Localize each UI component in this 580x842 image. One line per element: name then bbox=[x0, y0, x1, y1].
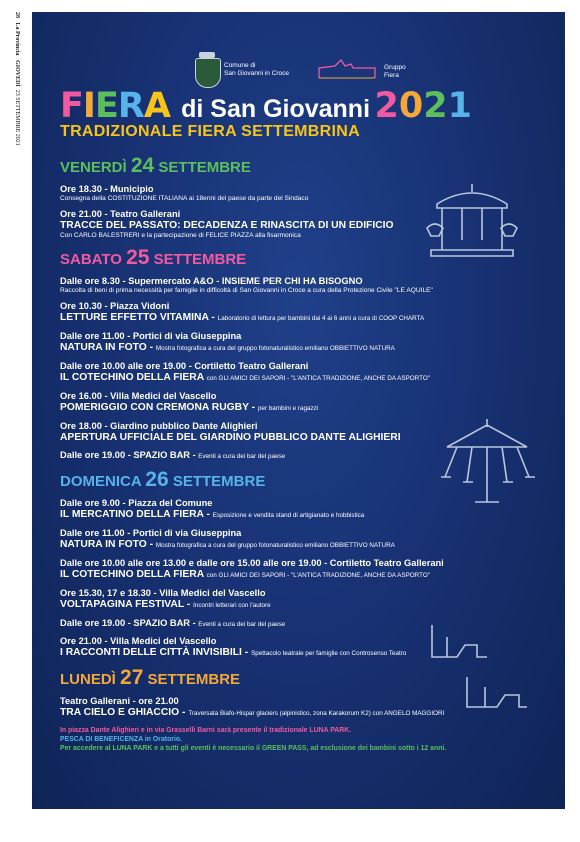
event-title-text: POMERIGGIO CON CREMONA RUGBY - bbox=[60, 402, 258, 413]
event-item bbox=[60, 696, 550, 720]
event-poster bbox=[32, 12, 565, 809]
event-description: Laboratorio di lettura per bambini dai 4 ai 6 anni a cura di COOP CHARTA bbox=[217, 315, 425, 322]
gruppo-line-1: Gruppo bbox=[384, 64, 406, 71]
event-title bbox=[60, 539, 550, 552]
event-time-place: Ore 21.00 - Villa Medici del Vascello bbox=[60, 636, 217, 646]
issue-date: 23 SETTEMBRE 2021 bbox=[14, 89, 20, 146]
event-description: Raccolta di beni di prima necessità per famiglie in difficoltà di San Giovanni in Croce a cura della Protezione Civile "LE AQUILE" bbox=[60, 287, 433, 294]
event-item bbox=[60, 558, 550, 582]
title-year bbox=[374, 86, 471, 126]
fiera-word bbox=[60, 86, 181, 126]
comune-line-2: San Giovanni in Croce bbox=[224, 70, 290, 77]
event-title bbox=[60, 509, 550, 522]
issue-day: GIOVEDÌ bbox=[14, 60, 20, 87]
note-luna-park: In piazza Dante Alighieri e in via Grasselli Barni sarà presente il tradizionale LUNA PARK. bbox=[60, 727, 352, 734]
event-time-place: Ore 15.30, 17 e 18.30 - Villa Medici del Vascello bbox=[60, 588, 266, 598]
newspaper-header bbox=[14, 12, 20, 146]
event-time-text: Dalle ore 19.00 - SPAZIO BAR - bbox=[60, 450, 199, 460]
event-tagline: "L'ANTICA TRADIZIONE, ANCHE DA ASPORTO" bbox=[290, 572, 430, 579]
event-title-text: LETTURE EFFETTO VITAMINA - bbox=[60, 312, 218, 323]
event-description: per bambini e ragazzi bbox=[257, 405, 319, 412]
title-letter: F bbox=[60, 86, 83, 126]
event-title-text: IL MERCATINO DELLA FIERA - bbox=[60, 509, 213, 520]
day-number: 24 bbox=[130, 154, 155, 177]
year-digit: 2 bbox=[423, 86, 448, 126]
event-time-place: Dalle ore 10.00 alle ore 13.00 e dalle ore 15.00 alle ore 19.00 - Cortiletto Teatro Gallerani bbox=[60, 558, 444, 568]
title-letter: I bbox=[82, 86, 95, 126]
title-letter: R bbox=[117, 86, 144, 126]
event-time-place: Dalle ore 8.30 - Supermercato A&O - INSIEME PER CHI HA BISOGNO bbox=[60, 276, 363, 286]
event-description: Incontri letterari con l'autore bbox=[193, 602, 271, 609]
event-item bbox=[60, 301, 550, 325]
event-title bbox=[60, 647, 550, 660]
day-month: SETTEMBRE bbox=[172, 473, 266, 490]
day-month: SETTEMBRE bbox=[158, 159, 251, 176]
event-time-place bbox=[60, 450, 550, 462]
day-number: 26 bbox=[145, 468, 169, 491]
event-item bbox=[60, 498, 550, 522]
day-number: 25 bbox=[126, 246, 150, 269]
event-description: Spettacolo teatrale per famiglie con Controsenso Teatro bbox=[251, 650, 407, 657]
event-time-text: Dalle ore 19.00 - SPAZIO BAR - bbox=[60, 618, 199, 628]
event-time-place: Ore 18.30 - Municipio bbox=[60, 184, 154, 194]
event-time-place: Dalle ore 11.00 - Portici di via Giuseppina bbox=[60, 528, 242, 538]
event-time-place: Dalle ore 9.00 - Piazza del Comune bbox=[60, 498, 213, 508]
day-name: SABATO bbox=[60, 251, 122, 268]
event-time-place: Dalle ore 11.00 - Portici di via Giuseppina bbox=[60, 331, 242, 341]
event-tagline: "L'ANTICA TRADIZIONE, ANCHE DA ASPORTO" bbox=[290, 375, 430, 382]
event-description: con GLI AMICI DEI SAPORI - bbox=[206, 375, 291, 382]
event-title-text: NATURA IN FOTO - bbox=[60, 342, 156, 353]
event-description: Mostra fotografica a cura del gruppo fotonaturalistico emiliano OBBIETTIVO NATURA bbox=[155, 542, 395, 549]
event-item bbox=[60, 588, 550, 612]
event-time-place bbox=[60, 618, 550, 630]
poster-notes bbox=[60, 726, 550, 753]
event-item bbox=[60, 184, 550, 203]
event-description: Mostra fotografica a cura del gruppo fotonaturalistico emiliano OBBIETTIVO NATURA bbox=[155, 345, 395, 352]
event-description: Eventi a cura dei bar del paese bbox=[198, 621, 286, 628]
title-letter: E bbox=[94, 86, 118, 126]
event-time-place: Ore 16.00 - Villa Medici del Vascello bbox=[60, 391, 217, 401]
day-name: VENERDÌ bbox=[60, 159, 127, 176]
comune-line-1: Comune di bbox=[224, 62, 256, 69]
day-heading-lunedi bbox=[60, 666, 550, 690]
year-digit: 2 bbox=[374, 86, 399, 126]
day-month: SETTEMBRE bbox=[153, 251, 247, 268]
note-green-pass: Per accedere al LUNA PARK e a tutti gli eventi è necessario il GREEN PASS, ad esclusione dei bambini sotto i 12 anni. bbox=[60, 745, 447, 752]
event-item bbox=[60, 450, 550, 462]
event-time-place: Teatro Gallerani - ore 21.00 bbox=[60, 696, 179, 706]
event-title-text: IL COTECHINO DELLA FIERA bbox=[60, 569, 207, 580]
day-heading-venerdi bbox=[60, 154, 550, 178]
gruppo-line-2: Fiera bbox=[384, 72, 399, 79]
event-item bbox=[60, 528, 550, 552]
event-item bbox=[60, 391, 550, 415]
event-description: Con CARLO BALESTRERI e la partecipazione di FELICE PIAZZA alla fisarmonica bbox=[60, 232, 301, 239]
comune-crest-icon bbox=[195, 58, 221, 88]
year-digit: 0 bbox=[398, 86, 424, 126]
day-number: 27 bbox=[120, 666, 144, 689]
event-description: Eventi a cura dei bar del paese bbox=[198, 453, 286, 460]
poster-title bbox=[60, 86, 472, 126]
event-item bbox=[60, 421, 550, 444]
event-description: Esposizione e vendita stand di artigianato e hobbistica bbox=[212, 512, 365, 519]
note-pesca: PESCA DI BENEFICENZA in Oratorio. bbox=[60, 736, 182, 743]
event-title bbox=[60, 372, 550, 385]
event-item bbox=[60, 636, 550, 660]
day-heading-sabato bbox=[60, 246, 550, 270]
event-description: con GLI AMICI DEI SAPORI - bbox=[206, 572, 291, 579]
event-title bbox=[60, 402, 550, 415]
day-month: SETTEMBRE bbox=[147, 671, 241, 688]
day-heading-domenica bbox=[60, 468, 550, 492]
comune-logo-text bbox=[224, 62, 289, 78]
page-number: 28 bbox=[14, 12, 20, 18]
event-title-text: TRA CIELO E GHIACCIO - bbox=[60, 707, 189, 718]
newspaper-name: La Provincia bbox=[14, 22, 20, 56]
event-title bbox=[60, 599, 550, 612]
year-digit: 1 bbox=[447, 86, 472, 126]
event-title bbox=[60, 312, 550, 325]
event-time-place: Ore 21.00 - Teatro Gallerani bbox=[60, 209, 181, 219]
event-description: Traversata Biafo-Hispar glaciers (alpinistico, zona Karakorum K2) con ANGELO MAGGIORI bbox=[188, 710, 445, 717]
gruppo-fiera-text bbox=[384, 64, 406, 80]
event-title bbox=[60, 707, 550, 720]
event-title: APERTURA UFFICIALE DEL GIARDINO PUBBLICO DANTE ALIGHIERI bbox=[60, 432, 401, 443]
event-item bbox=[60, 331, 550, 355]
page-gutter bbox=[0, 0, 32, 842]
day-name: DOMENICA bbox=[60, 473, 142, 490]
event-item bbox=[60, 209, 550, 240]
event-item bbox=[60, 618, 550, 630]
program bbox=[60, 152, 550, 753]
title-middle: di San Giovanni bbox=[181, 95, 371, 123]
event-title bbox=[60, 342, 550, 355]
event-title bbox=[60, 569, 550, 582]
title-letter: A bbox=[143, 86, 170, 126]
day-name: LUNEDÌ bbox=[60, 671, 116, 688]
event-description: Consegna della COSTITUZIONE ITALIANA ai 18enni del paese da parte del Sindaco bbox=[60, 195, 309, 202]
event-time-place: Ore 18.00 - Giardino pubblico Dante Alighieri bbox=[60, 421, 258, 431]
event-title-text: I RACCONTI DELLE CITTÀ INVISIBILI - bbox=[60, 647, 252, 658]
gruppo-fiera-logo-icon bbox=[317, 58, 377, 82]
event-title-text: IL COTECHINO DELLA FIERA bbox=[60, 372, 207, 383]
poster-subtitle: TRADIZIONALE FIERA SETTEMBRINA bbox=[60, 123, 360, 140]
event-item bbox=[60, 361, 550, 385]
event-title: TRACCE DEL PASSATO: DECADENZA E RINASCITA DI UN EDIFICIO bbox=[60, 220, 394, 231]
event-time-place: Ore 10.30 - Piazza Vidoni bbox=[60, 301, 170, 311]
event-time-place: Dalle ore 10.00 alle ore 19.00 - Cortiletto Teatro Gallerani bbox=[60, 361, 309, 371]
event-item bbox=[60, 276, 550, 295]
event-title-text: NATURA IN FOTO - bbox=[60, 539, 156, 550]
event-title-text: VOLTAPAGINA FESTIVAL - bbox=[60, 599, 194, 610]
